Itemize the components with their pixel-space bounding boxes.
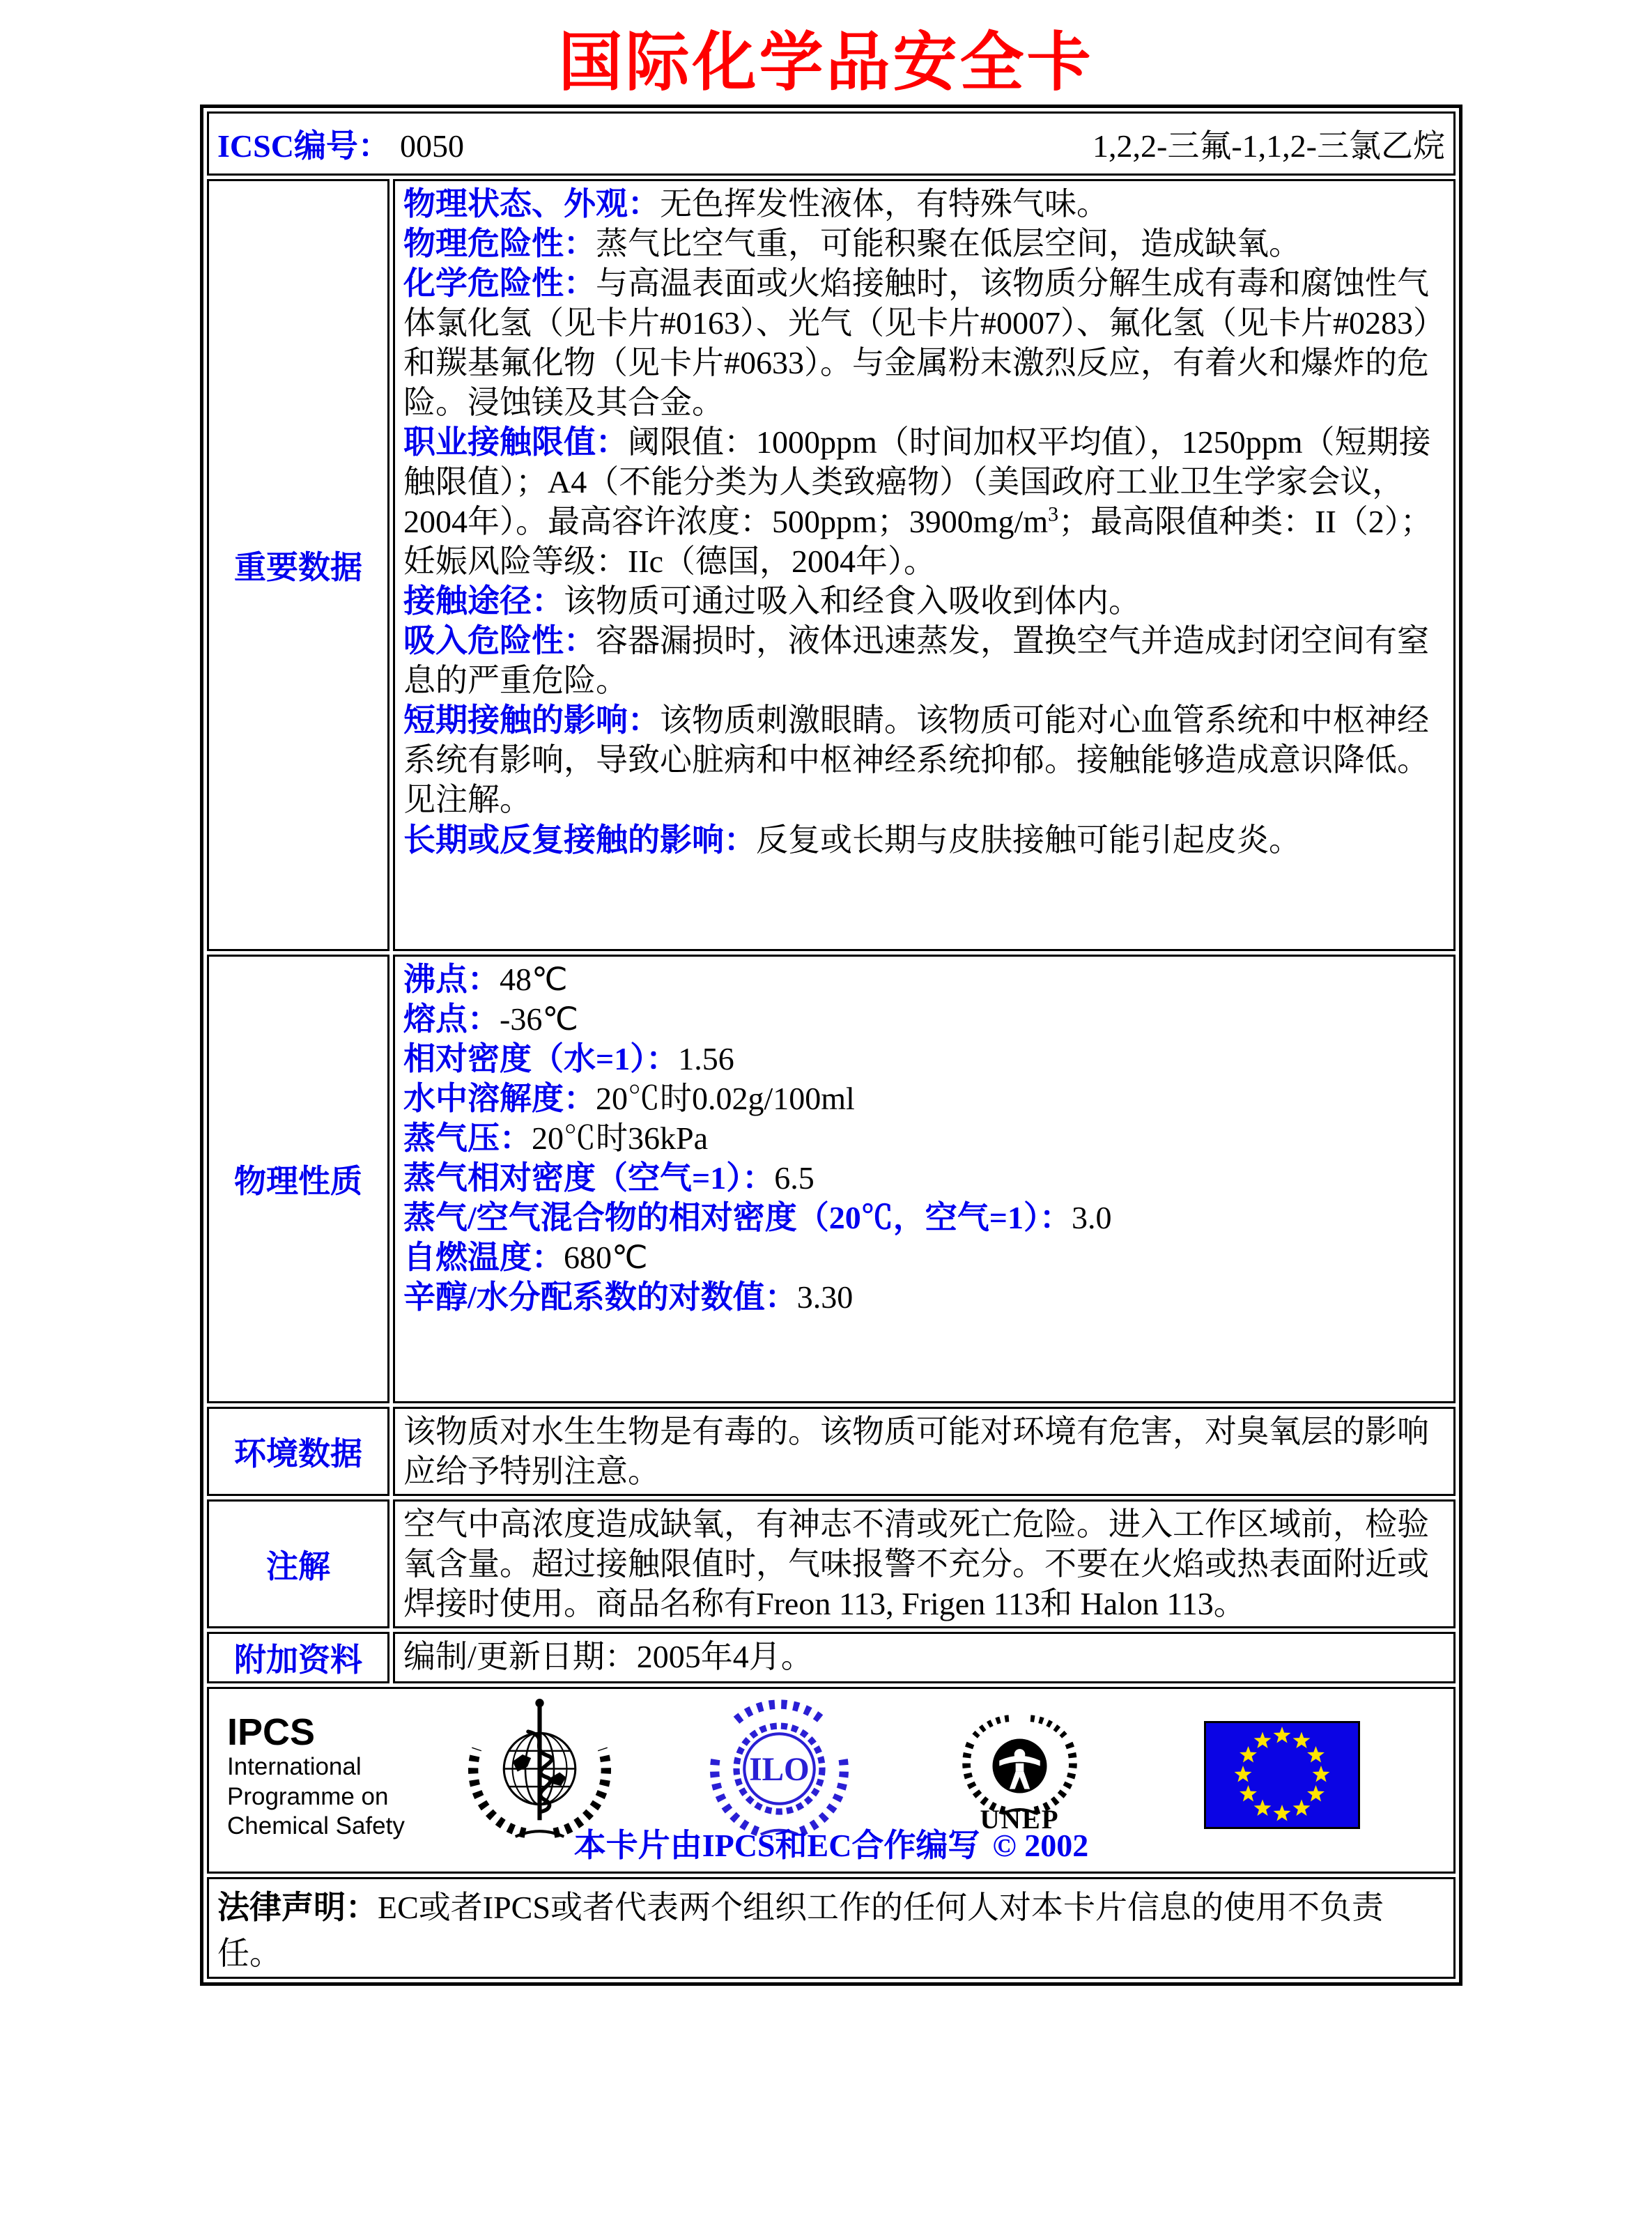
ipcs-line: International <box>227 1752 362 1780</box>
additional-info-content: 编制/更新日期：2005年4月。 <box>393 1632 1456 1683</box>
important-data-item <box>403 184 1445 224</box>
page-title: 国际化学品安全卡 <box>558 24 1094 100</box>
header-cell <box>207 111 1456 176</box>
item-label: 化学危险性： <box>403 265 596 302</box>
item-value: 20℃时36kPa <box>532 1120 708 1157</box>
legal-row <box>207 1877 1456 1979</box>
item-label: 蒸气压： <box>403 1120 532 1157</box>
item-text: 容器漏损时，液体迅速蒸发，置换空气并造成封闭空间有窒息的严重危险。 <box>403 623 1429 699</box>
ipcs-line: Programme on <box>227 1782 389 1810</box>
item-value: 3.0 <box>1072 1200 1112 1236</box>
header-row <box>207 111 1456 176</box>
important-data-item <box>403 224 1445 263</box>
logos-row <box>207 1687 1456 1874</box>
important-data-item <box>403 820 1445 860</box>
physical-property-item <box>403 1079 1445 1118</box>
row-label-physical-properties: 物理性质 <box>207 955 389 1403</box>
important-data-item <box>403 581 1445 621</box>
who-logo-icon <box>468 1697 611 1840</box>
item-value: 3.30 <box>796 1279 854 1316</box>
icsc-number-value: 0050 <box>399 128 464 164</box>
item-text: 与高温表面或火焰接触时，该物质分解生成有毒和腐蚀性气体氯化氢（见卡片#0163）、光气（见卡片#0007）、氟化氢（见卡片#0283）和羰基氟化物（见卡片#0633）。与金属粉末激烈反应，有着火和爆炸的危险。浸蚀镁及其合金。 <box>403 265 1445 421</box>
ipcs-abbreviation: IPCS <box>227 1711 316 1754</box>
physical-property-item <box>403 959 1445 999</box>
physical-property-item <box>403 1158 1445 1198</box>
important-data-item <box>403 621 1445 700</box>
physical-property-item <box>403 1039 1445 1079</box>
caption-text: 本卡片由IPCS和EC合作编写 <box>573 1828 980 1864</box>
physical-property-item <box>403 1237 1445 1277</box>
copyright-text: © 2002 <box>992 1828 1089 1864</box>
notes-row <box>207 1499 1456 1628</box>
eu-flag-icon <box>1204 1721 1360 1829</box>
environmental-data-row <box>207 1407 1456 1496</box>
item-label: 相对密度（水=1）： <box>403 1041 679 1077</box>
item-text: ；最高限值种类：II（2）；妊娠风险等级：IIc（德国，2004年）。 <box>403 504 1433 580</box>
item-label: 熔点： <box>403 1001 500 1037</box>
legal-text: EC或者IPCS或者代表两个组织工作的任何人对本卡片信息的使用不负责任。 <box>217 1890 1384 1972</box>
item-label: 长期或反复接触的影响： <box>403 821 756 858</box>
notes-content: 空气中高浓度造成缺氧，有神志不清或死亡危险。进入工作区域前，检验氧含量。超过接触限值时，气味报警不充分。不要在火焰或热表面附近或焊接时使用。商品名称有Freon 113, Frigen 113和 Halon 113。 <box>393 1499 1456 1628</box>
ilo-logo-text: ILO <box>749 1752 810 1789</box>
item-value: 48℃ <box>500 962 568 997</box>
ipcs-line: Chemical Safety <box>227 1812 405 1840</box>
row-label-environmental-data: 环境数据 <box>207 1407 389 1496</box>
item-label: 物理状态、外观： <box>403 186 660 222</box>
row-label-important-data: 重要数据 <box>207 179 389 951</box>
legal-cell <box>207 1877 1456 1979</box>
item-text: 该物质可通过吸入和经食入吸收到体内。 <box>564 583 1141 619</box>
footer-caption <box>209 1820 1453 1866</box>
item-label: 蒸气相对密度（空气=1）： <box>403 1160 775 1196</box>
item-label: 短期接触的影响： <box>403 702 660 739</box>
item-label: 辛醇/水分配系数的对数值： <box>403 1279 797 1316</box>
item-label: 接触途径： <box>403 583 564 619</box>
item-value: 680℃ <box>564 1240 648 1276</box>
physical-property-item <box>403 999 1445 1039</box>
additional-info-row <box>207 1632 1456 1683</box>
ilo-logo-icon <box>708 1697 851 1840</box>
icsc-number-label: ICSC编号： <box>217 128 390 164</box>
important-data-item <box>403 422 1445 581</box>
superscript-3: 3 <box>1048 502 1059 526</box>
item-label: 蒸气/空气混合物的相对密度（20℃，空气=1）： <box>403 1200 1072 1236</box>
important-data-item <box>403 263 1445 422</box>
item-label: 水中溶解度： <box>403 1081 596 1117</box>
item-value: -36℃ <box>500 1001 578 1037</box>
item-label: 物理危险性： <box>403 226 596 262</box>
row-label-notes: 注解 <box>207 1499 389 1628</box>
important-data-row <box>207 179 1456 951</box>
item-label: 职业接触限值： <box>403 424 628 461</box>
item-text: 蒸气比空气重，可能积聚在低层空间，造成缺氧。 <box>596 226 1301 262</box>
item-value: 20℃时0.02g/100ml <box>596 1081 855 1117</box>
environmental-data-content: 该物质对水生生物是有毒的。该物质可能对环境有危害，对臭氧层的影响应给予特别注意。 <box>393 1407 1456 1496</box>
item-text: 该物质刺激眼睛。该物质可能对心血管系统和中枢神经系统有影响，导致心脏病和中枢神经系统抑郁。接触能够造成意识降低。见注解。 <box>403 702 1429 818</box>
item-label: 自燃温度： <box>403 1240 564 1276</box>
item-text: 反复或长期与皮肤接触可能引起皮炎。 <box>756 821 1301 858</box>
important-data-content <box>393 179 1456 951</box>
important-data-item <box>403 700 1445 819</box>
unep-logo-icon <box>952 1695 1088 1837</box>
icsc-number-group <box>217 121 464 167</box>
legal-label: 法律声明： <box>217 1889 378 1926</box>
unep-logo-text: UNEP <box>980 1805 1060 1835</box>
physical-properties-content <box>393 955 1456 1403</box>
row-label-additional-info: 附加资料 <box>207 1632 389 1683</box>
item-value: 1.56 <box>678 1041 734 1077</box>
chemical-name: 1,2,2-三氟-1,1,2-三氯乙烷 <box>1093 128 1445 164</box>
logos-cell <box>207 1687 1456 1874</box>
physical-property-item <box>403 1118 1445 1158</box>
physical-properties-row <box>207 955 1456 1403</box>
item-text: 无色挥发性液体，有特殊气味。 <box>660 186 1109 222</box>
icsc-card-table <box>200 105 1462 1986</box>
physical-property-item <box>403 1198 1445 1237</box>
item-value: 6.5 <box>774 1160 815 1196</box>
item-label: 沸点： <box>403 962 500 997</box>
physical-property-item <box>403 1277 1445 1317</box>
item-label: 吸入危险性： <box>403 623 596 659</box>
item-text: 阈限值：1000ppm（时间加权平均值），1250ppm（短期接触限值）；A4（不能分类为人类致癌物）（美国政府工业卫生学家会议，2004年）。最高容许浓度：500ppm；3900mg/m <box>403 424 1431 540</box>
